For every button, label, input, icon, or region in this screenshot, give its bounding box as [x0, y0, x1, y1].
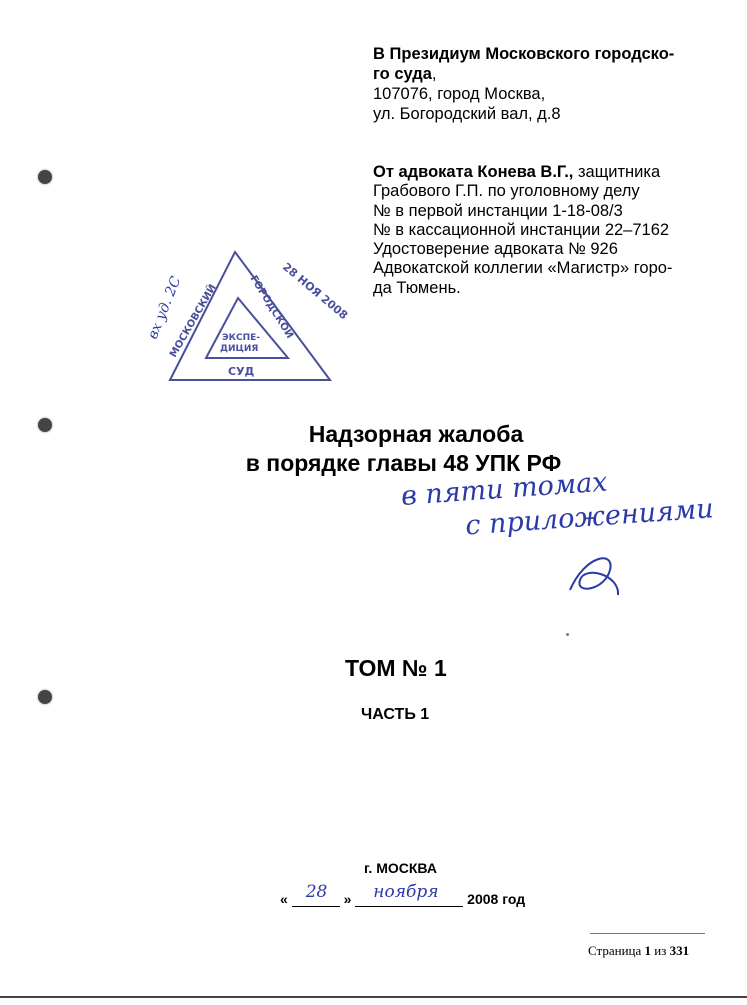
stamp-inner-line: ДИЦИЯ	[220, 344, 259, 354]
punch-hole	[38, 690, 52, 704]
date-day: 28	[305, 882, 328, 902]
date-month: ноября	[373, 882, 439, 902]
page-word: Страница	[588, 943, 642, 958]
page-counter	[588, 943, 689, 959]
page-of-word: из	[654, 943, 667, 958]
date-day-field	[292, 882, 340, 907]
stamp-right-text: ГОРОДСКОЙ	[247, 273, 295, 341]
footer-rule	[590, 933, 705, 934]
date-month-field	[355, 882, 463, 907]
sender-line: № в первой инстанции 1-18-08/3	[373, 201, 623, 220]
addressee-line: 107076, город Москва,	[373, 85, 546, 103]
sender-block	[373, 163, 718, 298]
date-year: 2008 год	[467, 891, 526, 907]
signature-icon	[560, 545, 630, 605]
stamp-date: 28 НОЯ 2008	[280, 260, 350, 323]
sender-line: да Тюмень.	[373, 278, 461, 297]
sender-line: Грабового Г.П. по уголовному делу	[373, 182, 640, 201]
title-line: в порядке главы 48 УПК РФ	[245, 450, 562, 476]
handwritten-line: с приложениями	[464, 493, 715, 542]
date-quote: «	[280, 891, 288, 907]
page-number: 1	[644, 943, 652, 958]
page-total: 331	[669, 943, 690, 958]
scan-edge-line	[0, 996, 747, 998]
stamp-left-text: МОСКОВСКИЙ	[168, 282, 219, 360]
volume-heading: ТОМ № 1	[345, 655, 447, 681]
stamp-handwriting: вх уд. 2С	[150, 274, 185, 342]
part-heading: ЧАСТЬ 1	[361, 706, 430, 723]
sender-name: От адвоката Конева В.Г.,	[373, 163, 574, 181]
addressee-line: го суда	[373, 65, 432, 83]
ink-dot	[566, 633, 569, 636]
sender-line: Удостоверение адвоката № 926	[373, 240, 618, 259]
addressee-block	[373, 44, 713, 124]
sender-line: защитника	[573, 163, 661, 181]
title-line: Надзорная жалоба	[308, 421, 524, 447]
city-label: г. МОСКВА	[364, 860, 437, 876]
stamp-bottom-text: СУД	[228, 365, 255, 378]
date-line	[280, 882, 526, 907]
stamp-triangle-icon	[150, 240, 350, 390]
court-stamp	[150, 240, 350, 395]
sender-line: Адвокатской коллегии «Магистр» горо-	[373, 259, 673, 278]
addressee-punct: ,	[431, 65, 437, 83]
stamp-inner-line: ЭКСПЕ-	[222, 333, 260, 343]
date-quote: »	[343, 891, 352, 907]
addressee-line: В Президиум Московского городско-	[373, 45, 675, 63]
punch-hole	[38, 170, 52, 184]
addressee-line: ул. Богородский вал, д.8	[373, 105, 561, 123]
handwritten-line: в пяти томах	[400, 466, 609, 512]
sender-line: № в кассационной инстанции 22–7162	[373, 220, 670, 239]
